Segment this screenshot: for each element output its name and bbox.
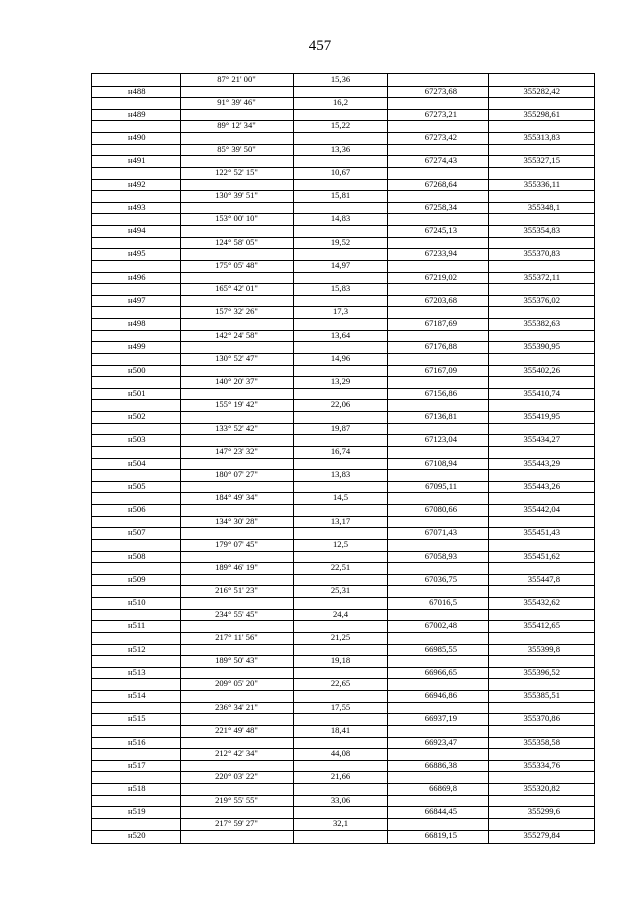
segment-length: 17,3 (332, 306, 349, 317)
segment-length: 25,31 (330, 585, 351, 596)
segment-angle: 140° 20' 37" (215, 376, 258, 387)
point-name: н510 (128, 597, 146, 607)
point-row (92, 388, 594, 400)
segment-length: 19,87 (330, 422, 351, 433)
point-y: 355451,43 (523, 527, 560, 538)
point-x: 66844,45 (424, 806, 457, 817)
point-y: 355313,83 (523, 132, 560, 142)
point-name: н503 (128, 434, 146, 445)
point-y: 355334,76 (523, 759, 560, 770)
point-name: н506 (128, 504, 146, 514)
point-y: 355412,65 (523, 620, 560, 631)
segment-row (92, 516, 594, 528)
point-name: н498 (128, 318, 146, 328)
segment-row (92, 585, 594, 597)
segment-row (92, 818, 594, 830)
point-y: 355358,58 (523, 736, 560, 747)
segment-row (92, 446, 594, 458)
point-name: н492 (128, 178, 146, 189)
segment-length: 13,29 (330, 376, 351, 387)
point-row (92, 527, 594, 539)
point-y: 355372,11 (523, 271, 560, 282)
segment-row (92, 237, 594, 249)
point-row (92, 504, 594, 516)
segment-length: 14,83 (330, 213, 351, 224)
point-name: н518 (128, 783, 146, 793)
point-row (92, 434, 594, 446)
point-name: н515 (128, 713, 146, 724)
segment-angle: 180° 07' 27" (215, 469, 258, 480)
segment-angle: 133° 52' 42" (215, 422, 258, 433)
point-x: 66869,8 (429, 783, 457, 793)
point-row (92, 411, 594, 423)
point-name: н488 (128, 85, 146, 96)
segment-angle: 175° 05' 48" (215, 259, 258, 270)
point-row (92, 667, 594, 679)
segment-angle: 217° 59' 27" (215, 817, 258, 828)
point-y: 355390,95 (523, 341, 560, 352)
segment-row (92, 97, 594, 109)
point-row (92, 783, 594, 795)
segment-length: 21,66 (330, 771, 351, 782)
point-row (92, 690, 594, 702)
point-y: 355447,8 (527, 573, 560, 584)
point-x: 67095,11 (425, 480, 457, 491)
segment-length: 22,06 (330, 399, 351, 410)
segment-length: 13,83 (330, 469, 351, 480)
segment-row (92, 539, 594, 551)
point-y: 355410,74 (523, 387, 560, 398)
point-row (92, 551, 594, 563)
point-row (92, 620, 594, 632)
segment-angle: 220° 03' 22" (215, 771, 258, 782)
segment-angle: 142° 24' 58" (215, 329, 258, 340)
point-name: н508 (128, 550, 146, 561)
point-name: н495 (128, 248, 146, 259)
point-y: 355419,95 (523, 411, 560, 421)
point-x: 67071,43 (424, 527, 457, 538)
segment-angle: 89° 12' 34" (217, 120, 256, 131)
point-name: н491 (128, 155, 146, 166)
segment-angle: 216° 51' 23" (215, 585, 258, 596)
point-row (92, 86, 594, 98)
point-x: 67273,68 (424, 85, 457, 96)
segment-angle: 122° 52' 15" (215, 166, 258, 177)
point-x: 67187,69 (424, 318, 457, 328)
point-x: 67002,48 (424, 620, 457, 631)
segment-length: 18,41 (330, 724, 351, 735)
point-x: 67274,43 (424, 155, 457, 166)
segment-angle: 165° 42' 01" (215, 283, 258, 294)
segment-length: 16,2 (332, 97, 349, 108)
segment-length: 15,81 (330, 190, 351, 201)
point-name: н489 (128, 108, 146, 119)
point-name: н497 (128, 294, 146, 305)
segment-angle: 134° 30' 28" (215, 515, 258, 526)
segment-angle: 219° 55' 55" (215, 794, 258, 805)
segment-angle: 189° 46' 19" (215, 562, 258, 573)
segment-angle: 179° 07' 45" (215, 538, 258, 549)
page-number: 457 (308, 38, 332, 54)
point-y: 355442,04 (523, 504, 560, 514)
point-x: 67273,42 (424, 132, 457, 142)
point-y: 355336,11 (523, 178, 560, 189)
point-row (92, 155, 594, 167)
point-y: 355399,8 (527, 643, 560, 654)
segment-angle: 189° 50' 43" (215, 655, 258, 666)
point-y: 355327,15 (523, 155, 560, 166)
segment-length: 15,22 (330, 120, 351, 131)
point-name: н501 (128, 387, 146, 398)
segment-length: 15,83 (330, 283, 351, 294)
point-y: 355320,82 (523, 783, 560, 793)
point-y: 355385,51 (523, 690, 560, 700)
segment-angle: 184° 49' 34" (215, 492, 258, 503)
point-y: 355370,86 (523, 713, 560, 724)
point-row (92, 830, 594, 842)
point-name: н499 (128, 341, 146, 352)
point-y: 355279,84 (523, 829, 560, 840)
point-name: н516 (128, 736, 146, 747)
point-y: 355434,27 (523, 434, 560, 445)
point-name: н512 (128, 643, 146, 654)
segment-length: 13,64 (330, 329, 351, 340)
segment-row (92, 609, 594, 621)
point-x: 66937,19 (424, 713, 457, 724)
point-x: 66923,47 (424, 736, 457, 747)
segment-length: 10,67 (330, 166, 351, 177)
point-row (92, 806, 594, 818)
point-name: н519 (128, 806, 146, 817)
segment-angle: 212° 42' 34" (215, 748, 258, 759)
point-row (92, 179, 594, 191)
segment-angle: 147° 23' 32" (215, 445, 258, 456)
point-row (92, 760, 594, 772)
segment-row (92, 725, 594, 737)
segment-row (92, 492, 594, 504)
segment-row (92, 423, 594, 435)
segment-row (92, 748, 594, 760)
point-y: 355432,62 (523, 597, 560, 607)
point-y: 355382,63 (523, 318, 560, 328)
point-name: н507 (128, 527, 146, 538)
point-row (92, 737, 594, 749)
point-x: 67273,21 (424, 108, 457, 119)
point-name: н505 (128, 480, 146, 491)
point-x: 67233,94 (424, 248, 457, 259)
point-row (92, 597, 594, 609)
segment-angle: 130° 52' 47" (215, 352, 258, 363)
point-x: 67136,81 (424, 411, 457, 421)
point-x: 67156,86 (424, 387, 457, 398)
segment-row (92, 376, 594, 388)
point-name: н513 (128, 666, 146, 677)
point-y: 355443,29 (523, 457, 560, 468)
point-x: 67058,93 (424, 550, 457, 561)
point-x: 67219,02 (424, 271, 457, 282)
segment-row (92, 306, 594, 318)
point-y: 355282,42 (523, 85, 560, 96)
segment-row (92, 469, 594, 481)
coordinates-table (91, 73, 595, 844)
point-name: н496 (128, 271, 146, 282)
segment-length: 15,36 (330, 74, 351, 84)
segment-angle: 87° 21' 00" (217, 74, 256, 84)
point-y: 355354,83 (523, 225, 560, 235)
segment-row (92, 678, 594, 690)
segment-angle: 221° 49' 48" (215, 724, 258, 735)
point-row (92, 132, 594, 144)
point-x: 66966,65 (424, 666, 457, 677)
segment-row (92, 562, 594, 574)
segment-row (92, 283, 594, 295)
point-name: н494 (128, 225, 146, 235)
segment-length: 22,65 (330, 678, 351, 689)
point-row (92, 644, 594, 656)
point-x: 67245,13 (424, 225, 457, 235)
point-row (92, 248, 594, 260)
segment-length: 21,25 (330, 631, 351, 642)
point-x: 67258,34 (424, 201, 457, 212)
point-name: н511 (128, 620, 146, 631)
segment-row (92, 353, 594, 365)
segment-row (92, 795, 594, 807)
segment-length: 17,55 (330, 701, 351, 712)
segment-length: 13,17 (330, 515, 351, 526)
segment-length: 16,74 (330, 445, 351, 456)
segment-length: 13,36 (330, 143, 351, 154)
segment-angle: 234° 55' 45" (215, 608, 258, 619)
point-y: 355396,52 (523, 666, 560, 677)
point-row (92, 341, 594, 353)
point-y: 355376,02 (523, 294, 560, 305)
segment-row (92, 167, 594, 179)
segment-length: 19,52 (330, 236, 351, 247)
point-x: 67176,88 (424, 341, 457, 352)
point-name: н490 (128, 132, 146, 142)
point-name: н514 (128, 690, 146, 700)
segment-row (92, 771, 594, 783)
segment-row (92, 702, 594, 714)
point-x: 67268,64 (424, 178, 457, 189)
segment-row (92, 260, 594, 272)
point-name: н502 (128, 411, 146, 421)
point-x: 66985,55 (424, 643, 457, 654)
segment-row (92, 213, 594, 225)
segment-row (92, 399, 594, 411)
segment-angle: 217° 11' 56" (215, 631, 258, 642)
point-name: н509 (128, 573, 146, 584)
segment-row (92, 330, 594, 342)
point-x: 66946,86 (424, 690, 457, 700)
point-name: н520 (128, 829, 146, 840)
segment-length: 33,06 (330, 794, 351, 805)
segment-length: 22,51 (330, 562, 351, 573)
point-x: 67167,09 (424, 364, 457, 375)
segment-row (92, 632, 594, 644)
point-y: 355299,6 (527, 806, 560, 817)
point-row (92, 225, 594, 237)
segment-length: 19,18 (330, 655, 351, 666)
point-y: 355451,62 (523, 550, 560, 561)
point-row (92, 458, 594, 470)
point-name: н500 (128, 364, 146, 375)
segment-row (92, 190, 594, 202)
point-row (92, 713, 594, 725)
segment-angle: 236° 34' 21" (215, 701, 258, 712)
segment-length: 14,97 (330, 259, 351, 270)
point-row (92, 481, 594, 493)
segment-length: 32,1 (332, 817, 349, 828)
point-name: н504 (128, 457, 146, 468)
point-x: 67016,5 (429, 597, 457, 607)
point-x: 66819,15 (424, 829, 457, 840)
point-row (92, 202, 594, 214)
segment-length: 12,5 (332, 538, 349, 549)
segment-angle: 85° 39' 50" (217, 143, 256, 154)
segment-row (92, 655, 594, 667)
point-row (92, 574, 594, 586)
segment-length: 14,96 (330, 352, 351, 363)
point-row (92, 318, 594, 330)
point-row (92, 365, 594, 377)
segment-row (92, 144, 594, 156)
segment-angle: 155° 19' 42" (215, 399, 258, 410)
segment-angle: 130° 39' 51" (215, 190, 258, 201)
point-x: 67108,94 (424, 457, 457, 468)
point-x: 67080,66 (424, 504, 457, 514)
point-name: н493 (128, 201, 146, 212)
segment-length: 24,4 (332, 608, 349, 619)
point-x: 67123,04 (424, 434, 457, 445)
point-y: 355370,83 (523, 248, 560, 259)
segment-angle: 124° 58' 05" (215, 236, 258, 247)
point-row (92, 295, 594, 307)
segment-length: 44,08 (330, 748, 351, 759)
point-name: н517 (128, 759, 146, 770)
segment-angle: 153° 00' 10" (215, 213, 258, 224)
point-row (92, 272, 594, 284)
segment-angle: 157° 32' 26" (215, 306, 258, 317)
segment-length: 14,5 (332, 492, 349, 503)
point-x: 67203,68 (424, 294, 457, 305)
segment-row (92, 120, 594, 132)
point-y: 355402,26 (523, 364, 560, 375)
point-y: 355443,26 (523, 480, 560, 491)
point-row (92, 109, 594, 121)
point-y: 355298,61 (523, 108, 560, 119)
point-x: 67036,75 (424, 573, 457, 584)
point-y: 355348,1 (527, 201, 560, 212)
segment-angle: 209° 05' 20" (215, 678, 258, 689)
point-x: 66886,38 (424, 759, 457, 770)
segment-angle: 91° 39' 46" (217, 97, 256, 108)
